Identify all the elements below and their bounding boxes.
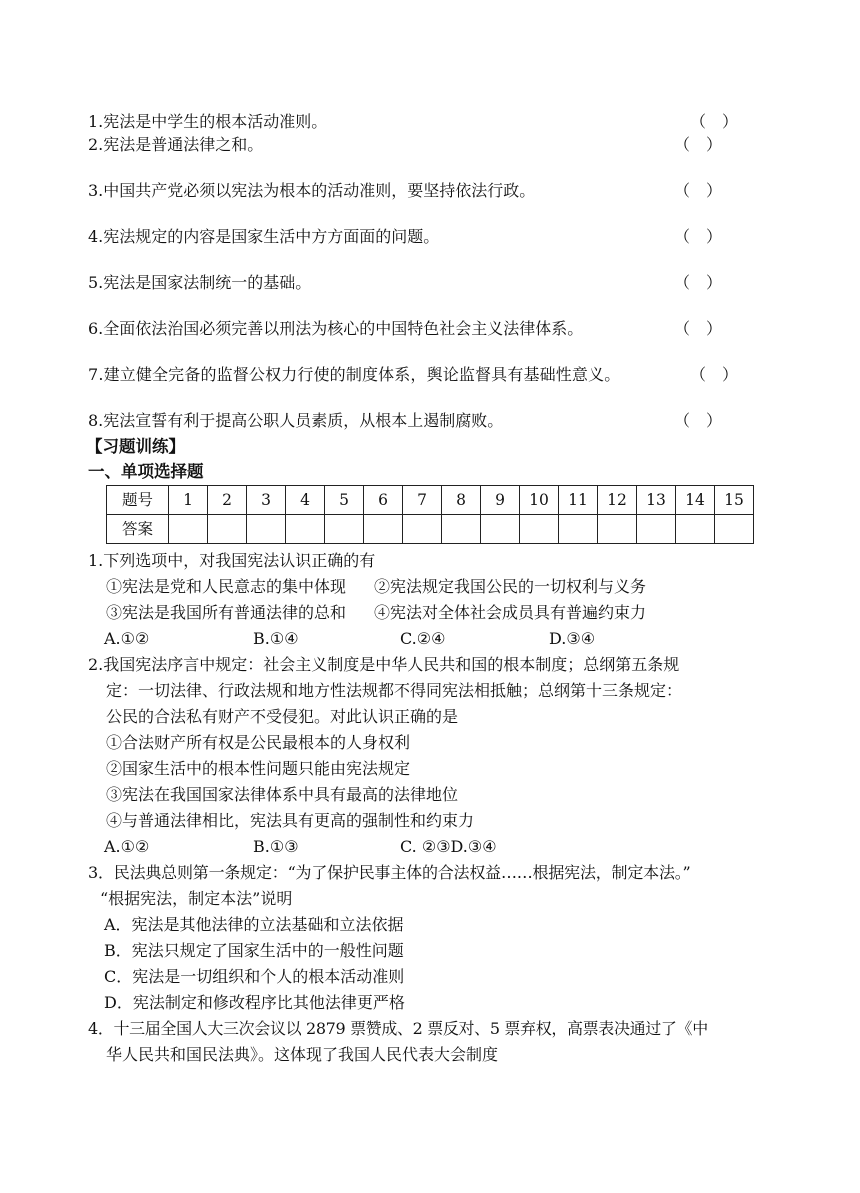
question-number-cell: 2: [208, 486, 247, 515]
tf-item-3-answer-blank[interactable]: （ ）: [674, 181, 723, 200]
q1-option-a[interactable]: A.①②: [104, 629, 150, 648]
question-number-cell: 5: [325, 486, 364, 515]
question-number-cell: 8: [442, 486, 481, 515]
question-number-cell: 14: [676, 486, 715, 515]
q1-option-d[interactable]: D.③④: [549, 629, 596, 648]
q2-option-c-d[interactable]: C. ②③D.③④: [400, 837, 497, 856]
q3-option-b[interactable]: B．宪法只规定了国家生活中的一般性问题: [104, 941, 404, 960]
answer-cell[interactable]: [364, 515, 403, 544]
tf-item-4: 4.宪法规定的内容是国家生活中方方面面的问题。: [88, 227, 440, 246]
tf-item-6-answer-blank[interactable]: （ ）: [674, 319, 723, 338]
q2-statement-2: ②国家生活中的根本性问题只能由宪法规定: [106, 759, 411, 778]
answer-cell[interactable]: [598, 515, 637, 544]
tf-item-1: 1.宪法是中学生的根本活动准则。: [88, 112, 328, 131]
tf-item-1-answer-blank[interactable]: （ ）: [690, 112, 739, 131]
tf-item-2: 2.宪法是普通法律之和。: [88, 135, 264, 154]
q1-statement-3: ③宪法是我国所有普通法律的总和: [106, 603, 347, 622]
answer-table-answer-row: [107, 515, 754, 544]
q3-option-d[interactable]: D．宪法制定和修改程序比其他法律更严格: [104, 993, 405, 1012]
q2-stem-line-1: 2.我国宪法序言中规定：社会主义制度是中华人民共和国的根本制度；总纲第五条规: [88, 655, 680, 674]
q4-stem-line-1: 4．十三届全国人大三次会议以 2879 票赞成、2 票反对、5 票弃权，高票表决通过了《中: [88, 1019, 708, 1038]
answer-cell[interactable]: [325, 515, 364, 544]
answer-table-row-label: 答案: [107, 515, 169, 544]
question-number-cell: 11: [559, 486, 598, 515]
question-number-cell: 15: [715, 486, 754, 515]
q2-statement-4: ④与普通法律相比，宪法具有更高的强制性和约束力: [106, 811, 475, 830]
answer-table-row-label: 题号: [107, 486, 169, 515]
q3-option-a[interactable]: A．宪法是其他法律的立法基础和立法依据: [104, 915, 404, 934]
q2-stem-line-2: 定：一切法律、行政法规和地方性法规都不得同宪法相抵触；总纲第十三条规定：: [106, 681, 683, 700]
q3-option-c[interactable]: C．宪法是一切组织和个人的根本活动准则: [104, 967, 405, 986]
question-number-cell: 12: [598, 486, 637, 515]
q1-statement-2: ②宪法规定我国公民的一切权利与义务: [374, 577, 647, 596]
tf-item-8: 8.宪法宣誓有利于提高公职人员素质，从根本上遏制腐败。: [88, 411, 504, 430]
tf-item-2-answer-blank[interactable]: （ ）: [674, 135, 723, 154]
tf-item-7-answer-blank[interactable]: （ ）: [690, 365, 739, 384]
question-number-cell: 6: [364, 486, 403, 515]
q1-statement-4: ④宪法对全体社会成员具有普遍约束力: [374, 603, 647, 622]
answer-cell[interactable]: [481, 515, 520, 544]
q1-statement-1: ①宪法是党和人民意志的集中体现: [106, 577, 347, 596]
q1-stem: 1.下列选项中，对我国宪法认识正确的有: [88, 551, 376, 570]
q2-statement-3: ③宪法在我国国家法律体系中具有最高的法律地位: [106, 785, 459, 804]
question-number-cell: 3: [247, 486, 286, 515]
subsection-title: 一、单项选择题: [88, 462, 204, 481]
question-number-cell: 1: [169, 486, 208, 515]
q2-statement-1: ①合法财产所有权是公民最根本的人身权利: [106, 733, 411, 752]
answer-cell[interactable]: [403, 515, 442, 544]
tf-item-5: 5.宪法是国家法制统一的基础。: [88, 273, 312, 292]
tf-item-7: 7.建立健全完备的监督公权力行使的制度体系，舆论监督具有基础性意义。: [88, 365, 621, 384]
tf-item-5-answer-blank[interactable]: （ ）: [674, 273, 723, 292]
answer-table-number-row: [107, 486, 754, 515]
section-title: 【习题训练】: [86, 437, 185, 456]
answer-cell[interactable]: [208, 515, 247, 544]
answer-cell[interactable]: [637, 515, 676, 544]
question-number-cell: 4: [286, 486, 325, 515]
q1-option-b[interactable]: B.①④: [253, 629, 299, 648]
q2-option-a[interactable]: A.①②: [104, 837, 150, 856]
q3-stem-line-2: “根据宪法，制定本法”说明: [100, 889, 293, 908]
q2-option-b[interactable]: B.①③: [253, 837, 299, 856]
answer-cell[interactable]: [520, 515, 559, 544]
q1-option-c[interactable]: C.②④: [400, 629, 446, 648]
question-number-cell: 13: [637, 486, 676, 515]
answer-cell[interactable]: [715, 515, 754, 544]
question-number-cell: 7: [403, 486, 442, 515]
tf-item-4-answer-blank[interactable]: （ ）: [674, 227, 723, 246]
question-number-cell: 10: [520, 486, 559, 515]
tf-item-8-answer-blank[interactable]: （ ）: [674, 411, 723, 430]
answer-cell[interactable]: [286, 515, 325, 544]
q2-stem-line-3: 公民的合法私有财产不受侵犯。对此认识正确的是: [106, 707, 459, 726]
answer-cell[interactable]: [169, 515, 208, 544]
answer-cell[interactable]: [559, 515, 598, 544]
answer-cell[interactable]: [442, 515, 481, 544]
q4-stem-line-2: 华人民共和国民法典》。这体现了我国人民代表大会制度: [106, 1045, 499, 1064]
question-number-cell: 9: [481, 486, 520, 515]
answer-cell[interactable]: [247, 515, 286, 544]
answer-cell[interactable]: [676, 515, 715, 544]
tf-item-6: 6.全面依法治国必须完善以刑法为核心的中国特色社会主义法律体系。: [88, 319, 584, 338]
q3-stem-line-1: 3．民法典总则第一条规定：“为了保护民事主体的合法权益……根据宪法，制定本法。”: [88, 863, 691, 882]
tf-item-3: 3.中国共产党必须以宪法为根本的活动准则，要坚持依法行政。: [88, 181, 536, 200]
answer-table: [106, 485, 754, 544]
